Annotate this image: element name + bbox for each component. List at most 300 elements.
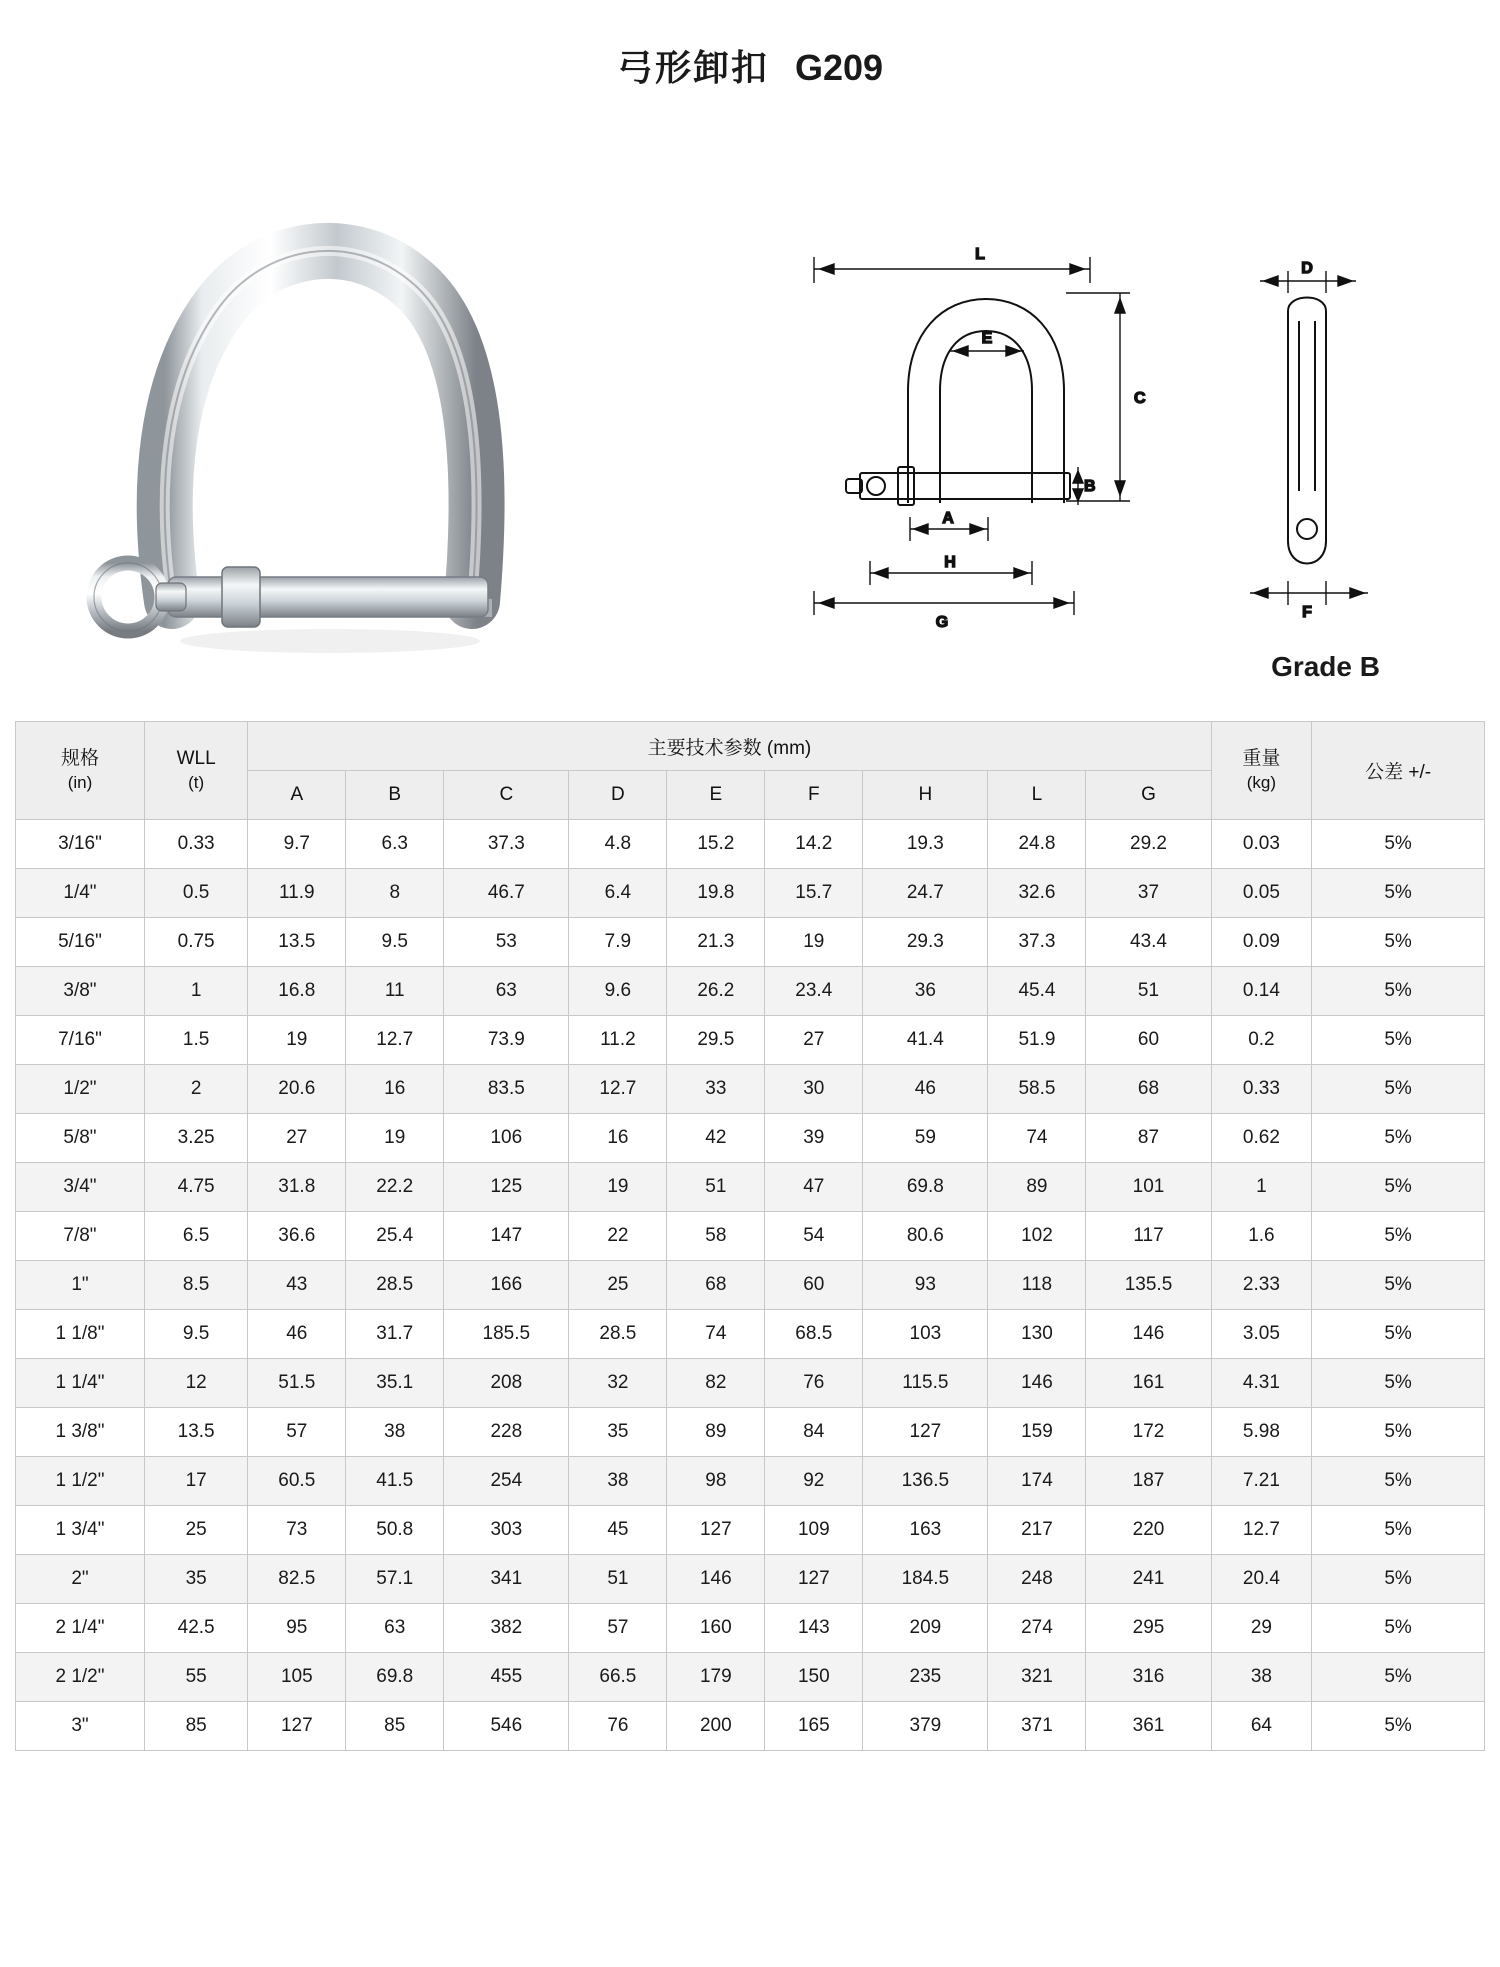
cell-f: 165 [765,1702,863,1751]
cell-h: 115.5 [863,1359,988,1408]
cell-f: 84 [765,1408,863,1457]
header-wll [144,722,247,820]
header-size-label: 规格 [60,748,99,770]
cell-c: 341 [444,1555,569,1604]
cell-h: 36 [863,967,988,1016]
cell-g: 60 [1086,1016,1211,1065]
cell-tolerance: 5% [1312,1065,1485,1114]
cell-wll: 2 [144,1065,247,1114]
technical-drawing-svg [790,241,1430,641]
cell-c: 63 [444,967,569,1016]
dim-label-L: L [975,246,985,263]
cell-size: 1 3/4" [16,1506,145,1555]
cell-c: 303 [444,1506,569,1555]
cell-tolerance: 5% [1312,1163,1485,1212]
table-row [16,869,1485,918]
cell-e: 74 [667,1310,765,1359]
cell-f: 30 [765,1065,863,1114]
table-row [16,1359,1485,1408]
cell-b: 57.1 [346,1555,444,1604]
header-dim-d: D [569,771,667,820]
table-row [16,1310,1485,1359]
cell-d: 19 [569,1163,667,1212]
cell-weight: 1 [1211,1163,1312,1212]
cell-size: 1" [16,1261,145,1310]
cell-f: 92 [765,1457,863,1506]
cell-wll: 85 [144,1702,247,1751]
table-row [16,1065,1485,1114]
cell-e: 33 [667,1065,765,1114]
cell-e: 98 [667,1457,765,1506]
cell-g: 51 [1086,967,1211,1016]
cell-d: 6.4 [569,869,667,918]
cell-f: 150 [765,1653,863,1702]
cell-a: 60.5 [248,1457,346,1506]
cell-g: 316 [1086,1653,1211,1702]
spec-table-head [16,722,1485,820]
cell-b: 12.7 [346,1016,444,1065]
header-dim-e: E [667,771,765,820]
dim-label-F: F [1302,604,1312,621]
cell-h: 235 [863,1653,988,1702]
cell-wll: 1 [144,967,247,1016]
cell-l: 51.9 [988,1016,1086,1065]
cell-weight: 20.4 [1211,1555,1312,1604]
cell-l: 371 [988,1702,1086,1751]
table-row [16,820,1485,869]
cell-a: 31.8 [248,1163,346,1212]
cell-b: 38 [346,1408,444,1457]
header-dim-b: B [346,771,444,820]
cell-d: 32 [569,1359,667,1408]
cell-d: 28.5 [569,1310,667,1359]
cell-l: 89 [988,1163,1086,1212]
dim-label-B: B [1084,478,1096,495]
cell-tolerance: 5% [1312,1555,1485,1604]
cell-weight: 5.98 [1211,1408,1312,1457]
cell-a: 95 [248,1604,346,1653]
cell-l: 130 [988,1310,1086,1359]
cell-h: 209 [863,1604,988,1653]
dim-label-H: H [944,554,956,571]
cell-a: 46 [248,1310,346,1359]
table-row [16,1408,1485,1457]
header-dim-c: C [444,771,569,820]
cell-h: 24.7 [863,869,988,918]
cell-e: 21.3 [667,918,765,967]
cell-d: 16 [569,1114,667,1163]
header-wll-unit: (t) [188,772,205,792]
cell-a: 127 [248,1702,346,1751]
cell-g: 361 [1086,1702,1211,1751]
cell-e: 68 [667,1261,765,1310]
grade-label: Grade B [1271,651,1380,682]
cell-wll: 9.5 [144,1310,247,1359]
cell-a: 105 [248,1653,346,1702]
cell-size: 3/8" [16,967,145,1016]
cell-c: 83.5 [444,1065,569,1114]
cell-d: 38 [569,1457,667,1506]
cell-e: 89 [667,1408,765,1457]
cell-f: 15.7 [765,869,863,918]
cell-e: 58 [667,1212,765,1261]
cell-wll: 0.33 [144,820,247,869]
table-row [16,1261,1485,1310]
cell-a: 27 [248,1114,346,1163]
cell-d: 25 [569,1261,667,1310]
cell-g: 101 [1086,1163,1211,1212]
cell-b: 41.5 [346,1457,444,1506]
cell-h: 93 [863,1261,988,1310]
cell-a: 36.6 [248,1212,346,1261]
cell-tolerance: 5% [1312,1310,1485,1359]
cell-l: 159 [988,1408,1086,1457]
cell-weight: 2.33 [1211,1261,1312,1310]
header-size [16,722,145,820]
cell-c: 125 [444,1163,569,1212]
cell-a: 43 [248,1261,346,1310]
cell-weight: 3.05 [1211,1310,1312,1359]
cell-weight: 29 [1211,1604,1312,1653]
cell-g: 43.4 [1086,918,1211,967]
cell-b: 11 [346,967,444,1016]
cell-size: 7/8" [16,1212,145,1261]
cell-a: 13.5 [248,918,346,967]
cell-size: 3" [16,1702,145,1751]
table-row [16,1114,1485,1163]
cell-g: 68 [1086,1065,1211,1114]
cell-tolerance: 5% [1312,1261,1485,1310]
cell-weight: 0.03 [1211,820,1312,869]
cell-weight: 0.14 [1211,967,1312,1016]
cell-b: 50.8 [346,1506,444,1555]
cell-d: 45 [569,1506,667,1555]
cell-wll: 12 [144,1359,247,1408]
cell-e: 127 [667,1506,765,1555]
cell-f: 60 [765,1261,863,1310]
cell-e: 51 [667,1163,765,1212]
cell-l: 248 [988,1555,1086,1604]
page-title-code: G209 [794,47,884,88]
cell-tolerance: 5% [1312,1114,1485,1163]
illustration-area [0,101,1500,721]
cell-wll: 1.5 [144,1016,247,1065]
cell-l: 74 [988,1114,1086,1163]
cell-g: 87 [1086,1114,1211,1163]
header-weight [1211,722,1312,820]
cell-f: 127 [765,1555,863,1604]
cell-e: 42 [667,1114,765,1163]
header-dims-group: 主要技术参数 (mm) [248,722,1211,771]
cell-c: 185.5 [444,1310,569,1359]
cell-size: 7/16" [16,1016,145,1065]
cell-g: 220 [1086,1506,1211,1555]
cell-e: 26.2 [667,967,765,1016]
cell-tolerance: 5% [1312,1408,1485,1457]
cell-d: 11.2 [569,1016,667,1065]
cell-c: 106 [444,1114,569,1163]
cell-c: 546 [444,1702,569,1751]
cell-a: 19 [248,1016,346,1065]
cell-weight: 4.31 [1211,1359,1312,1408]
cell-h: 59 [863,1114,988,1163]
cell-e: 15.2 [667,820,765,869]
cell-f: 14.2 [765,820,863,869]
cell-wll: 6.5 [144,1212,247,1261]
spec-table [15,721,1485,1751]
header-weight-label: 重量 [1242,748,1281,770]
cell-g: 135.5 [1086,1261,1211,1310]
header-weight-unit: (kg) [1246,772,1277,792]
cell-tolerance: 5% [1312,869,1485,918]
cell-f: 76 [765,1359,863,1408]
cell-size: 2 1/2" [16,1653,145,1702]
cell-e: 179 [667,1653,765,1702]
cell-wll: 0.5 [144,869,247,918]
cell-b: 19 [346,1114,444,1163]
cell-d: 9.6 [569,967,667,1016]
cell-h: 69.8 [863,1163,988,1212]
cell-l: 217 [988,1506,1086,1555]
cell-h: 379 [863,1702,988,1751]
cell-b: 6.3 [346,820,444,869]
cell-l: 102 [988,1212,1086,1261]
cell-b: 31.7 [346,1310,444,1359]
cell-b: 8 [346,869,444,918]
cell-h: 103 [863,1310,988,1359]
cell-c: 46.7 [444,869,569,918]
cell-a: 11.9 [248,869,346,918]
table-row [16,1653,1485,1702]
cell-f: 27 [765,1016,863,1065]
cell-b: 25.4 [346,1212,444,1261]
cell-weight: 0.2 [1211,1016,1312,1065]
cell-g: 146 [1086,1310,1211,1359]
cell-h: 80.6 [863,1212,988,1261]
cell-g: 241 [1086,1555,1211,1604]
cell-c: 455 [444,1653,569,1702]
cell-g: 37 [1086,869,1211,918]
cell-h: 184.5 [863,1555,988,1604]
cell-d: 22 [569,1212,667,1261]
cell-tolerance: 5% [1312,1702,1485,1751]
cell-l: 37.3 [988,918,1086,967]
cell-b: 63 [346,1604,444,1653]
cell-size: 3/16" [16,820,145,869]
cell-size: 1 1/8" [16,1310,145,1359]
cell-a: 73 [248,1506,346,1555]
cell-size: 5/8" [16,1114,145,1163]
cell-tolerance: 5% [1312,820,1485,869]
table-row [16,1702,1485,1751]
cell-c: 73.9 [444,1016,569,1065]
cell-d: 12.7 [569,1065,667,1114]
cell-c: 166 [444,1261,569,1310]
cell-size: 1/4" [16,869,145,918]
cell-a: 9.7 [248,820,346,869]
table-row [16,1555,1485,1604]
cell-weight: 38 [1211,1653,1312,1702]
cell-tolerance: 5% [1312,1506,1485,1555]
cell-wll: 35 [144,1555,247,1604]
header-row-1 [16,722,1485,771]
cell-l: 45.4 [988,967,1086,1016]
dim-label-D: D [1301,260,1313,277]
cell-h: 127 [863,1408,988,1457]
cell-size: 1/2" [16,1065,145,1114]
cell-c: 382 [444,1604,569,1653]
cell-tolerance: 5% [1312,1457,1485,1506]
cell-weight: 0.62 [1211,1114,1312,1163]
dim-label-E: E [981,330,993,347]
cell-l: 146 [988,1359,1086,1408]
header-dim-g: G [1086,771,1211,820]
dim-label-A: A [942,510,954,527]
table-row [16,1016,1485,1065]
table-row [16,918,1485,967]
cell-d: 35 [569,1408,667,1457]
cell-g: 172 [1086,1408,1211,1457]
cell-c: 228 [444,1408,569,1457]
cell-f: 143 [765,1604,863,1653]
page-title-cn: 弓形卸扣 [616,47,769,88]
cell-c: 254 [444,1457,569,1506]
cell-h: 46 [863,1065,988,1114]
cell-wll: 17 [144,1457,247,1506]
cell-f: 23.4 [765,967,863,1016]
cell-h: 41.4 [863,1016,988,1065]
cell-e: 82 [667,1359,765,1408]
cell-tolerance: 5% [1312,1653,1485,1702]
dim-label-C: C [1134,390,1146,407]
cell-l: 32.6 [988,869,1086,918]
cell-f: 54 [765,1212,863,1261]
cell-a: 51.5 [248,1359,346,1408]
cell-g: 295 [1086,1604,1211,1653]
cell-b: 35.1 [346,1359,444,1408]
table-row [16,967,1485,1016]
cell-weight: 64 [1211,1702,1312,1751]
cell-d: 7.9 [569,918,667,967]
cell-l: 274 [988,1604,1086,1653]
cell-g: 29.2 [1086,820,1211,869]
cell-h: 29.3 [863,918,988,967]
header-dim-l: L [988,771,1086,820]
cell-a: 57 [248,1408,346,1457]
technical-drawing [790,241,1430,641]
cell-tolerance: 5% [1312,1359,1485,1408]
cell-a: 20.6 [248,1065,346,1114]
cell-weight: 0.09 [1211,918,1312,967]
cell-weight: 12.7 [1211,1506,1312,1555]
cell-e: 160 [667,1604,765,1653]
cell-a: 16.8 [248,967,346,1016]
cell-l: 118 [988,1261,1086,1310]
cell-wll: 0.75 [144,918,247,967]
cell-size: 3/4" [16,1163,145,1212]
cell-wll: 8.5 [144,1261,247,1310]
cell-b: 16 [346,1065,444,1114]
cell-b: 28.5 [346,1261,444,1310]
header-dim-f: F [765,771,863,820]
cell-l: 174 [988,1457,1086,1506]
cell-b: 69.8 [346,1653,444,1702]
bow-shackle-photo-icon [60,131,620,691]
cell-h: 136.5 [863,1457,988,1506]
table-row [16,1163,1485,1212]
cell-c: 53 [444,918,569,967]
cell-c: 208 [444,1359,569,1408]
cell-size: 2" [16,1555,145,1604]
cell-b: 22.2 [346,1163,444,1212]
cell-b: 9.5 [346,918,444,967]
cell-b: 85 [346,1702,444,1751]
table-row [16,1212,1485,1261]
cell-d: 66.5 [569,1653,667,1702]
cell-f: 47 [765,1163,863,1212]
cell-e: 29.5 [667,1016,765,1065]
cell-f: 109 [765,1506,863,1555]
cell-a: 82.5 [248,1555,346,1604]
cell-tolerance: 5% [1312,1604,1485,1653]
cell-tolerance: 5% [1312,1016,1485,1065]
cell-weight: 7.21 [1211,1457,1312,1506]
cell-f: 68.5 [765,1310,863,1359]
header-wll-label: WLL [176,748,216,770]
cell-e: 200 [667,1702,765,1751]
cell-weight: 1.6 [1211,1212,1312,1261]
header-dim-a: A [248,771,346,820]
cell-d: 76 [569,1702,667,1751]
cell-h: 19.3 [863,820,988,869]
cell-wll: 55 [144,1653,247,1702]
cell-wll: 25 [144,1506,247,1555]
cell-l: 24.8 [988,820,1086,869]
cell-wll: 4.75 [144,1163,247,1212]
cell-size: 2 1/4" [16,1604,145,1653]
cell-tolerance: 5% [1312,967,1485,1016]
cell-weight: 0.33 [1211,1065,1312,1114]
dim-label-G: G [935,614,949,631]
cell-h: 163 [863,1506,988,1555]
cell-tolerance: 5% [1312,1212,1485,1261]
cell-wll: 13.5 [144,1408,247,1457]
cell-tolerance: 5% [1312,918,1485,967]
cell-g: 117 [1086,1212,1211,1261]
cell-weight: 0.05 [1211,869,1312,918]
cell-size: 5/16" [16,918,145,967]
spec-table-body [16,820,1485,1751]
header-size-unit: (in) [67,772,93,792]
cell-g: 161 [1086,1359,1211,1408]
cell-wll: 42.5 [144,1604,247,1653]
cell-g: 187 [1086,1457,1211,1506]
cell-wll: 3.25 [144,1114,247,1163]
cell-l: 321 [988,1653,1086,1702]
cell-e: 146 [667,1555,765,1604]
cell-c: 37.3 [444,820,569,869]
cell-d: 51 [569,1555,667,1604]
table-row [16,1457,1485,1506]
cell-size: 1 3/8" [16,1408,145,1457]
cell-size: 1 1/4" [16,1359,145,1408]
cell-f: 39 [765,1114,863,1163]
cell-c: 147 [444,1212,569,1261]
cell-d: 57 [569,1604,667,1653]
header-dim-h: H [863,771,988,820]
cell-d: 4.8 [569,820,667,869]
header-tolerance: 公差 +/- [1312,722,1485,820]
